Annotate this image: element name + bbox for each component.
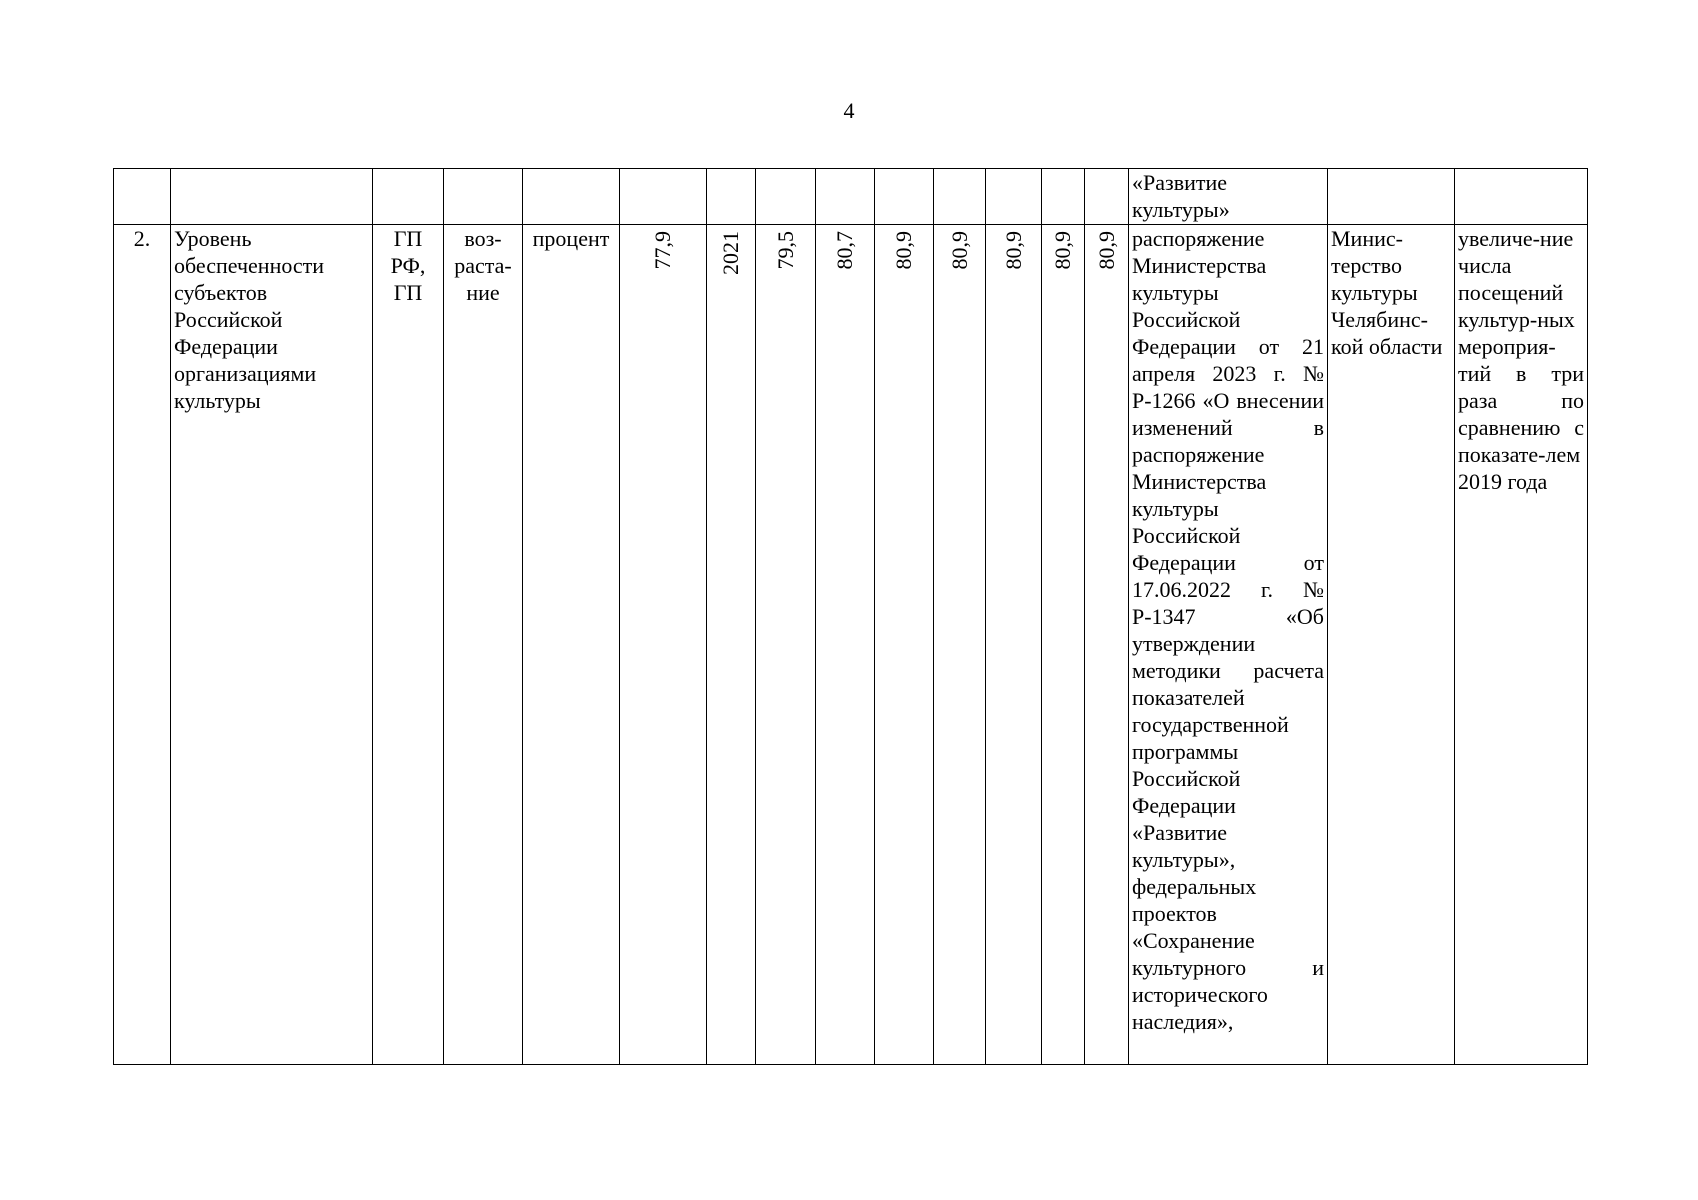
value-text: 80,9 — [1050, 231, 1075, 270]
cell-unit: процент — [523, 225, 620, 1065]
value-text: 79,5 — [772, 231, 798, 270]
base-year-text: 2021 — [718, 231, 743, 275]
cell-value-6 — [1042, 225, 1085, 1065]
cell-value-7 — [1085, 225, 1129, 1065]
cell-relation-empty — [1455, 169, 1588, 225]
value-text: 80,9 — [946, 231, 972, 270]
cell-level-empty — [373, 169, 444, 225]
cell-base-value — [620, 225, 707, 1065]
indicators-table — [113, 168, 1588, 1065]
cell-value-4 — [934, 225, 986, 1065]
cell-base-year — [707, 225, 756, 1065]
cell-level: ГП РФ, ГП — [373, 225, 444, 1065]
cell-value-2 — [816, 225, 875, 1065]
cell-relation: увеличе-ние числа посещений культур-ных мероприя-тий в три раза по сравнению с показате-лем 2019 года — [1455, 225, 1588, 1065]
cell-document-basis: распоряжение Министерства культуры Российской Федерации от 21 апреля 2023 г. № Р-1266 «О внесении изменений в распоряжение Министерства культуры Российской Федерации от 17.06.2022 г. № Р-1347 «Об утверждении методики расчета показателей государственной программы Российской Федерации «Развитие культуры», федеральных проектов «Сохранение культурного и исторического наследия», — [1129, 225, 1328, 1065]
cell-value-empty — [1042, 169, 1085, 225]
cell-value-empty — [986, 169, 1042, 225]
page-number: 4 — [843, 98, 855, 123]
cell-indicator-name: Уровень обеспеченности субъектов Российской Федерации организациями культуры — [171, 225, 373, 1065]
cell-direction: воз-раста-ние — [444, 225, 523, 1065]
base-value-text: 77,9 — [650, 231, 675, 270]
cell-value-empty — [934, 169, 986, 225]
cell-value-empty — [875, 169, 934, 225]
value-text: 80,7 — [832, 231, 857, 270]
cell-responsible-empty — [1328, 169, 1455, 225]
cell-base-value-empty — [620, 169, 707, 225]
cell-value-empty — [816, 169, 875, 225]
value-text: 80,9 — [891, 231, 916, 270]
cell-value-5 — [986, 225, 1042, 1065]
table-row-continuation — [114, 169, 1588, 225]
cell-unit-empty — [523, 169, 620, 225]
value-text: 80,9 — [1093, 231, 1119, 270]
cell-base-year-empty — [707, 169, 756, 225]
cell-number-empty — [114, 169, 171, 225]
cell-responsible: Минис-терство культуры Челябинс-кой области — [1328, 225, 1455, 1065]
cell-value-3 — [875, 225, 934, 1065]
cell-value-empty — [756, 169, 816, 225]
cell-document-basis-continuation: «Развитие культуры» — [1129, 169, 1328, 225]
value-text: 80,9 — [1000, 231, 1026, 270]
cell-value-1 — [756, 225, 816, 1065]
cell-name-empty — [171, 169, 373, 225]
cell-direction-empty — [444, 169, 523, 225]
cell-value-empty — [1085, 169, 1129, 225]
cell-row-number: 2. — [114, 225, 171, 1065]
table-row — [114, 225, 1588, 1065]
